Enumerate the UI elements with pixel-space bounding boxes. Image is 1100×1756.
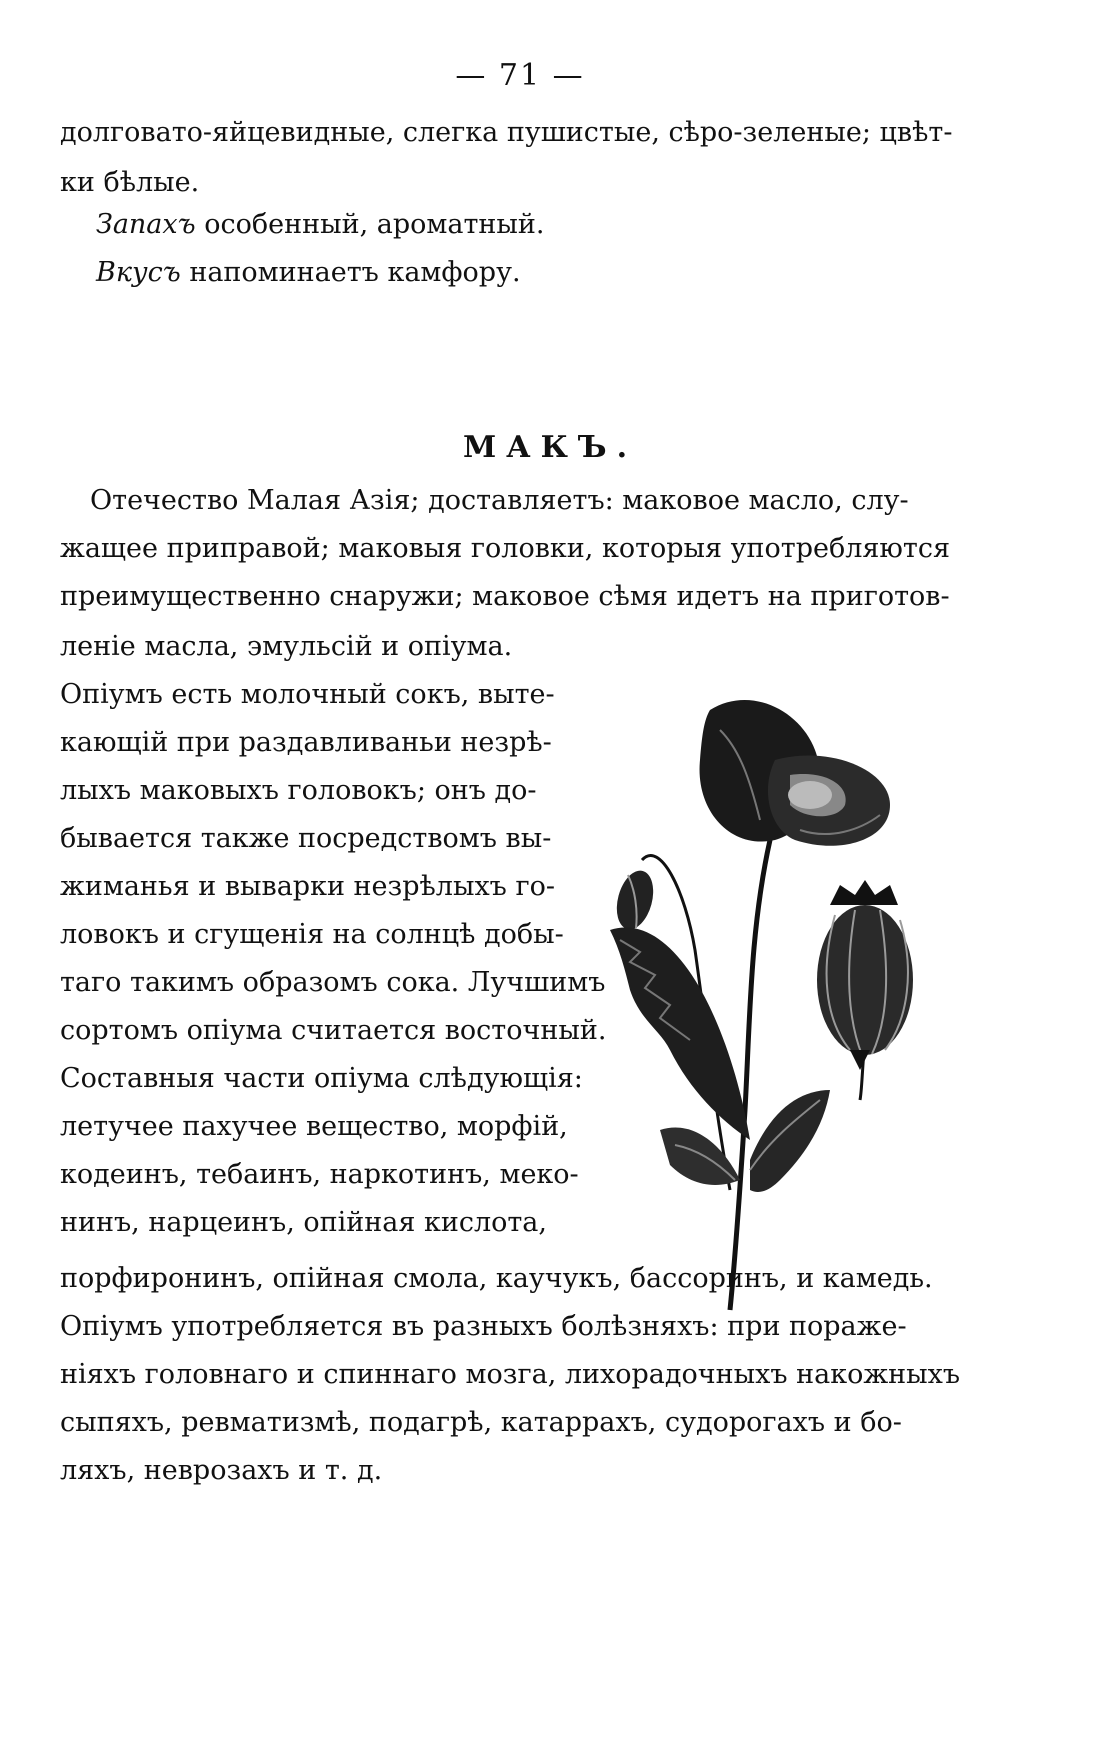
body-line: ловокъ и сгущенія на солнцѣ добы-	[60, 919, 564, 950]
body-line: леніе масла, эмульсій и опіума.	[60, 631, 513, 662]
body-line: Составныя части опіума слѣдующія:	[60, 1063, 583, 1094]
body-line: преимущественно снаружи; маковое сѣмя идетъ на приготов-	[60, 581, 950, 612]
body-line: жиманья и выварки незрѣлыхъ го-	[60, 871, 555, 902]
body-line: порфиронинъ, опійная смола, каучукъ, бассоринъ, и камедь.	[60, 1263, 933, 1294]
section-title: МАКЪ.	[462, 430, 638, 465]
body-line: кодеинъ, тебаинъ, наркотинъ, меко-	[60, 1159, 579, 1190]
smell-term: Запахъ	[96, 209, 196, 240]
poppy-bud	[611, 867, 659, 934]
body-line: бывается также посредствомъ вы-	[60, 823, 552, 854]
body-line: кающій при раздавливаньи незрѣ-	[60, 727, 552, 758]
body-line: летучее пахучее вещество, морфій,	[60, 1111, 568, 1142]
taste-text: напоминаетъ камфору.	[180, 257, 521, 288]
poppy-illustration	[600, 690, 990, 1340]
body-line: лыхъ маковыхъ головокъ; онъ до-	[60, 775, 537, 806]
body-line: сортомъ опіума считается восточный.	[60, 1015, 607, 1046]
body-line: Опіумъ есть молочный сокъ, выте-	[60, 679, 555, 710]
body-line: ляхъ, неврозахъ и т. д.	[60, 1455, 383, 1486]
smell-text: особенный, ароматный.	[195, 209, 545, 240]
taste-term: Вкусъ	[96, 257, 181, 288]
intro-line-2: ки бѣлые.	[60, 167, 200, 198]
page-number: — 71 —	[455, 58, 585, 93]
flower-stem	[730, 840, 770, 1310]
smell-line	[96, 208, 544, 242]
body-line: сыпяхъ, ревматизмѣ, подагрѣ, катаррахъ, судорогахъ и бо-	[60, 1407, 902, 1438]
body-line: таго такимъ образомъ сока. Лучшимъ	[60, 967, 606, 998]
body-line: Опіумъ употребляется въ разныхъ болѣзняхъ: при пораже-	[60, 1311, 907, 1342]
body-line: Отечество Малая Азія; доставляетъ: маковое масло, слу-	[90, 485, 909, 516]
seed-capsule	[817, 880, 913, 1070]
body-line: ніяхъ головнаго и спиннаго мозга, лихорадочныхъ накожныхъ	[60, 1359, 961, 1390]
poppy-leaves	[610, 927, 830, 1192]
body-line: нинъ, нарцеинъ, опійная кислота,	[60, 1207, 547, 1238]
body-line: жащее приправой; маковыя головки, которыя употребляются	[60, 533, 951, 564]
poppy-flower	[700, 700, 890, 846]
intro-line-1: долговато-яйцевидные, слегка пушистые, сѣро-зеленые; цвѣт-	[60, 117, 953, 148]
taste-line	[96, 256, 521, 290]
